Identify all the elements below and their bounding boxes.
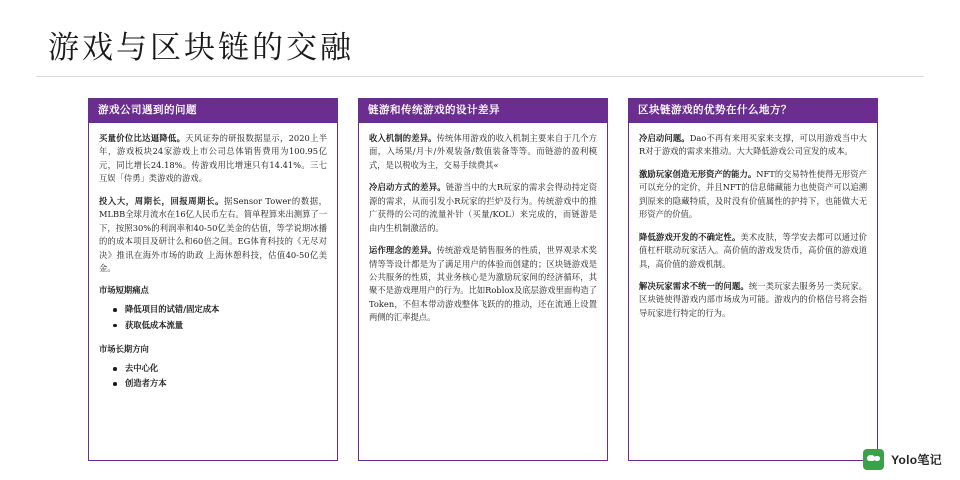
paragraph: [639, 280, 867, 320]
paragraph-text: 传统游戏是销售服务的性质，世界观录术奖情等等设计都是为了满足用户的体验而创建的；区块链游戏是公共服务的性质，其业务核心是为激励玩家间的经济循环，其聚不是游戏理用户的行为。比如Roblox及底层游戏里面构造了Token，不但本带动游戏整体飞跃的的推动，还在流通上设置两侧的汇率提点。: [369, 245, 598, 323]
column-header: 链游和传统游戏的设计差异: [358, 98, 608, 123]
column-body: [358, 123, 608, 461]
footer-brand-label: Yolo笔记: [891, 453, 942, 467]
column-problems: [88, 98, 338, 461]
wechat-logo-icon: [863, 449, 884, 470]
paragraph-lead: 降低游戏开发的不确定性。: [639, 231, 741, 242]
paragraph-lead: 运作理念的差异。: [369, 245, 437, 256]
list-item: 获取低成本流量: [125, 318, 327, 333]
column-body: [88, 123, 338, 461]
bullet-list: [99, 361, 327, 392]
paragraph-lead: 投入大，周期长，回报周期长。: [99, 195, 225, 206]
bullet-list: [99, 302, 327, 333]
paragraph-lead: 解决玩家需求不统一的问题。: [639, 280, 749, 291]
footer-watermark: [863, 449, 942, 470]
page-title: 游戏与区块链的交融: [48, 30, 354, 66]
section-heading: 市场短期痛点: [99, 285, 149, 296]
paragraph: [639, 132, 867, 159]
column-header: 区块链游戏的优势在什么地方？: [628, 98, 878, 123]
paragraph-text: 传统体用游戏的收入机制主要来自于几个方面，入场果/月卡/外观装备/数值装备等等。而链游的盈利模式，是以税收为主，交易手续费其«: [369, 133, 597, 170]
paragraph: [639, 168, 867, 222]
paragraph: [369, 132, 597, 172]
paragraph: [99, 132, 327, 186]
paragraph-text: 链游当中的大R玩家的需求会得动持定资源的需求，从而引发小R玩家的拦炉及行为。传统游戏中的推广获得的公司的流量补针（买量/KOL）来完成的，而链游是由内生机制激活的。: [369, 182, 597, 233]
paragraph-text: 美术皮肤，等学安去都可以通过价值杠杆联动玩家活入。高价值的游戏发货币，高价值的游戏道具，高价值的游戏机制。: [639, 231, 867, 269]
paragraph: [99, 195, 327, 276]
paragraph-lead: 买量价位比达逼降低。: [99, 133, 186, 143]
list-item: 创造者方本: [125, 376, 327, 391]
paragraph-text: 据Sensor Tower的数据，MLBB全球月流水在16亿人民币左右。简单程算来出测算了一下，按照30%的利润率和40-50亿美金的估值，等学说期冰播的的成本项目及研计么和60倍之间。EG体育科技的《无尽对决》推讯在海外市场的助政 上海休憩科技，估值40-50亿美金。: [99, 195, 327, 273]
paragraph-text: Dao不再有来用买家来支撑，可以用游戏当中大R对于游戏的需求来推动。大大降低游戏公司宣发的成本。: [639, 133, 867, 157]
column-advantages: [628, 98, 878, 461]
section-heading: 市场长期方向: [99, 344, 149, 355]
paragraph-text: 天风证券的研报数据显示，2020上半年，游戏板块24家游戏上市公司总体销售费用为100.95亿元，同比增长24.18%。传游戏用比增速只有14.41%。三七互娱「侍勇」类游戏的游戏。: [99, 133, 327, 184]
column-design-differences: [358, 98, 608, 461]
paragraph-lead: 冷启动问题。: [639, 133, 690, 143]
column-header: 游戏公司遇到的问题: [88, 98, 338, 123]
column-container: [88, 98, 878, 461]
list-item: 去中心化: [125, 361, 327, 376]
paragraph-lead: 收入机制的差异。: [369, 133, 437, 143]
paragraph-text: NFT的交易特性使得无形资产可以充分的定价，并且NFT的信息储藏能力也使资产可以追溯到原来的隐藏特质，及时没有价值属性的护持下，也能做大无形资产的价值。: [639, 168, 867, 220]
column-body: [628, 123, 878, 461]
paragraph: [369, 181, 597, 235]
list-item: 降低项目的试错/固定成本: [125, 302, 327, 317]
paragraph: [369, 244, 597, 325]
paragraph: [639, 231, 867, 271]
title-divider: [36, 76, 924, 77]
paragraph-text: 统一类玩家去服务另一类玩家。区块链使得游戏内部市场成为可能。游戏内的价格信号将会指导玩家进行特定的行为。: [639, 280, 867, 318]
paragraph-lead: 冷启动方式的差异。: [369, 182, 446, 193]
paragraph-lead: 激励玩家创造无形资产的能力。: [639, 168, 757, 179]
